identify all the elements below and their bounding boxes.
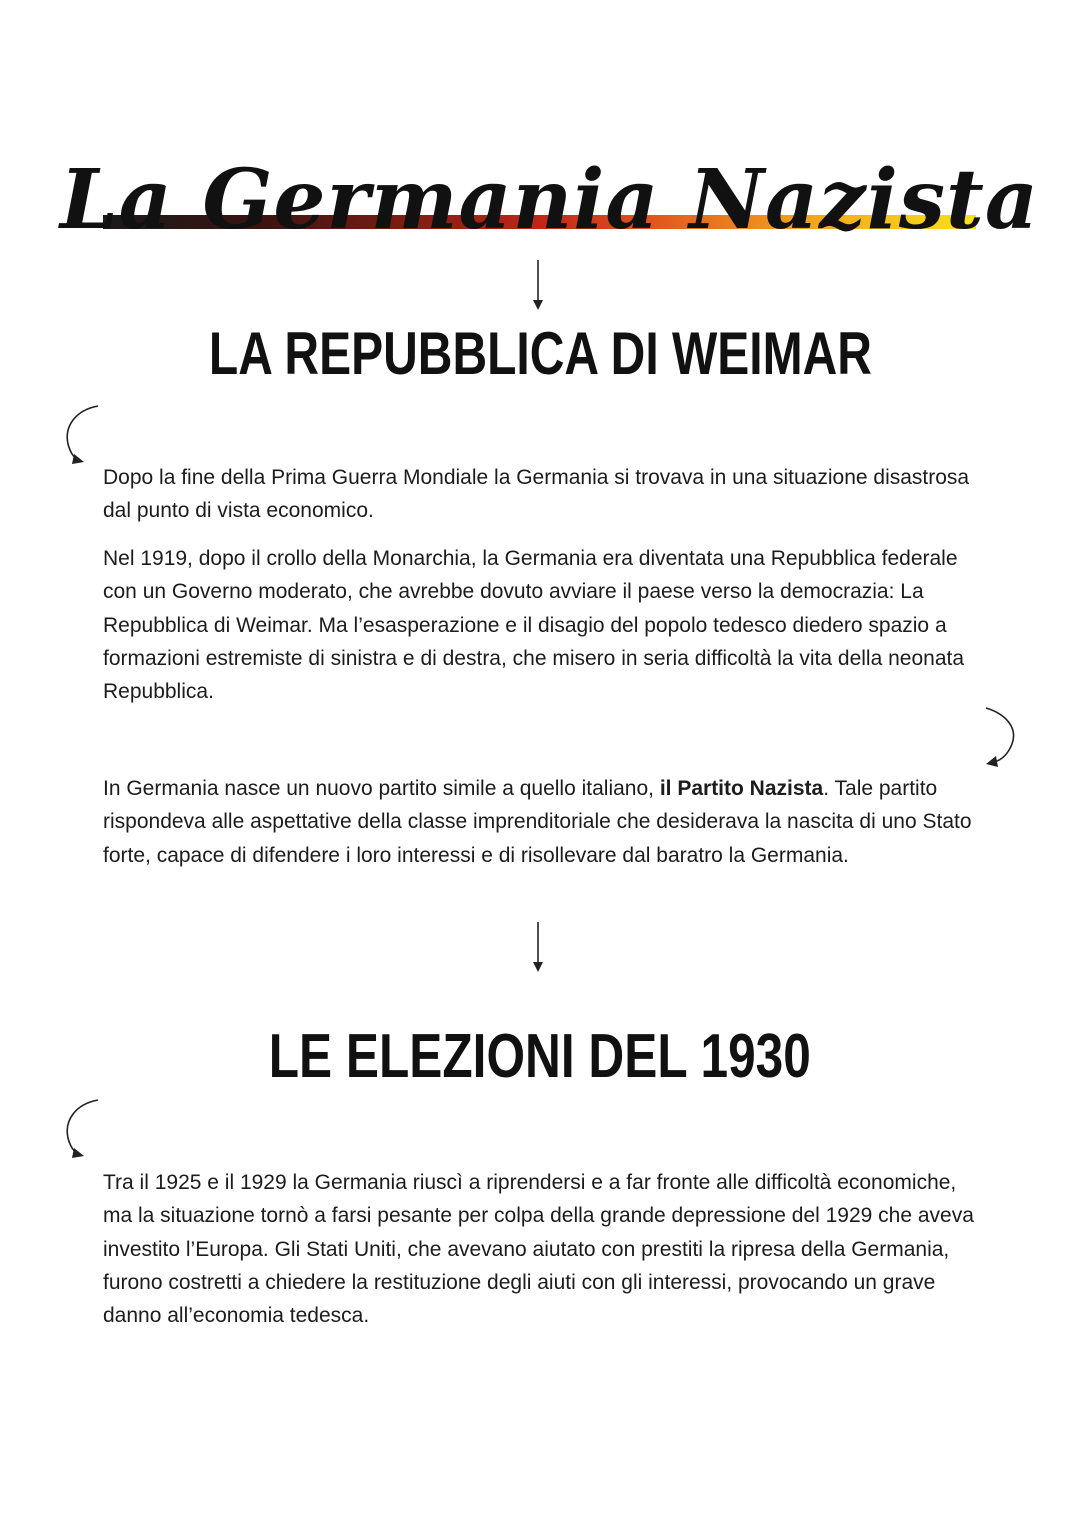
paragraph-postwar: Dopo la fine della Prima Guerra Mondiale la Germania si trovava in una situazione disastrosa dal punto di vista economico. xyxy=(103,466,970,523)
curved-arrow-right-icon xyxy=(980,706,1020,768)
paragraph-weimar: Nel 1919, dopo il crollo della Monarchia, la Germania era diventata una Repubblica federale con un Governo moderato, che avrebbe dovuto avviare il paese verso la democrazia: La Repubblica di Weimar. Ma l’esasperazione e il disagio del popolo tedesco diedero spazio a formazioni estremiste di sinistra e di destra, che misero in seria difficoltà la vita della neonata Repubblica. xyxy=(103,547,965,704)
paragraph-depression: Tra il 1925 e il 1929 la Germania riuscì a riprendersi e a far fronte alle difficoltà economiche, ma la situazione tornò a farsi pesante per colpa della grande depressione del 1929 che aveva investito l’Europa. Gli Stati Uniti, che avevano aiutato con prestiti la ripresa della Germania, furono costretti a chiedere la restituzione degli aiuti con gli interessi, provocando un grave danno all’economia tedesca. xyxy=(103,1171,974,1328)
section-heading-weimar: LA REPUBBLICA DI WEIMAR xyxy=(208,320,872,387)
nazi-party-highlight: il Partito Nazista xyxy=(659,777,824,800)
section-heading-elections: LE ELEZIONI DEL 1930 xyxy=(268,1022,812,1091)
curved-arrow-left-icon xyxy=(62,404,102,466)
page-title: La Germania Nazista xyxy=(60,152,1040,248)
arrow-down-icon xyxy=(530,922,546,974)
curved-arrow-left-icon xyxy=(62,1098,102,1160)
paragraph-nazi-party xyxy=(103,772,983,872)
paragraph-nazi-party-text-before: In Germania nasce un nuovo partito simile a quello italiano, xyxy=(103,777,660,800)
paragraph-nazi-party-text-after: . Tale partito rispondeva alle aspettative della classe imprenditoriale che desiderava la nascita di uno Stato forte, capace di difendere i loro interessi e di risollevare dal baratro la Germania. xyxy=(103,777,972,867)
arrow-down-icon xyxy=(530,260,546,312)
